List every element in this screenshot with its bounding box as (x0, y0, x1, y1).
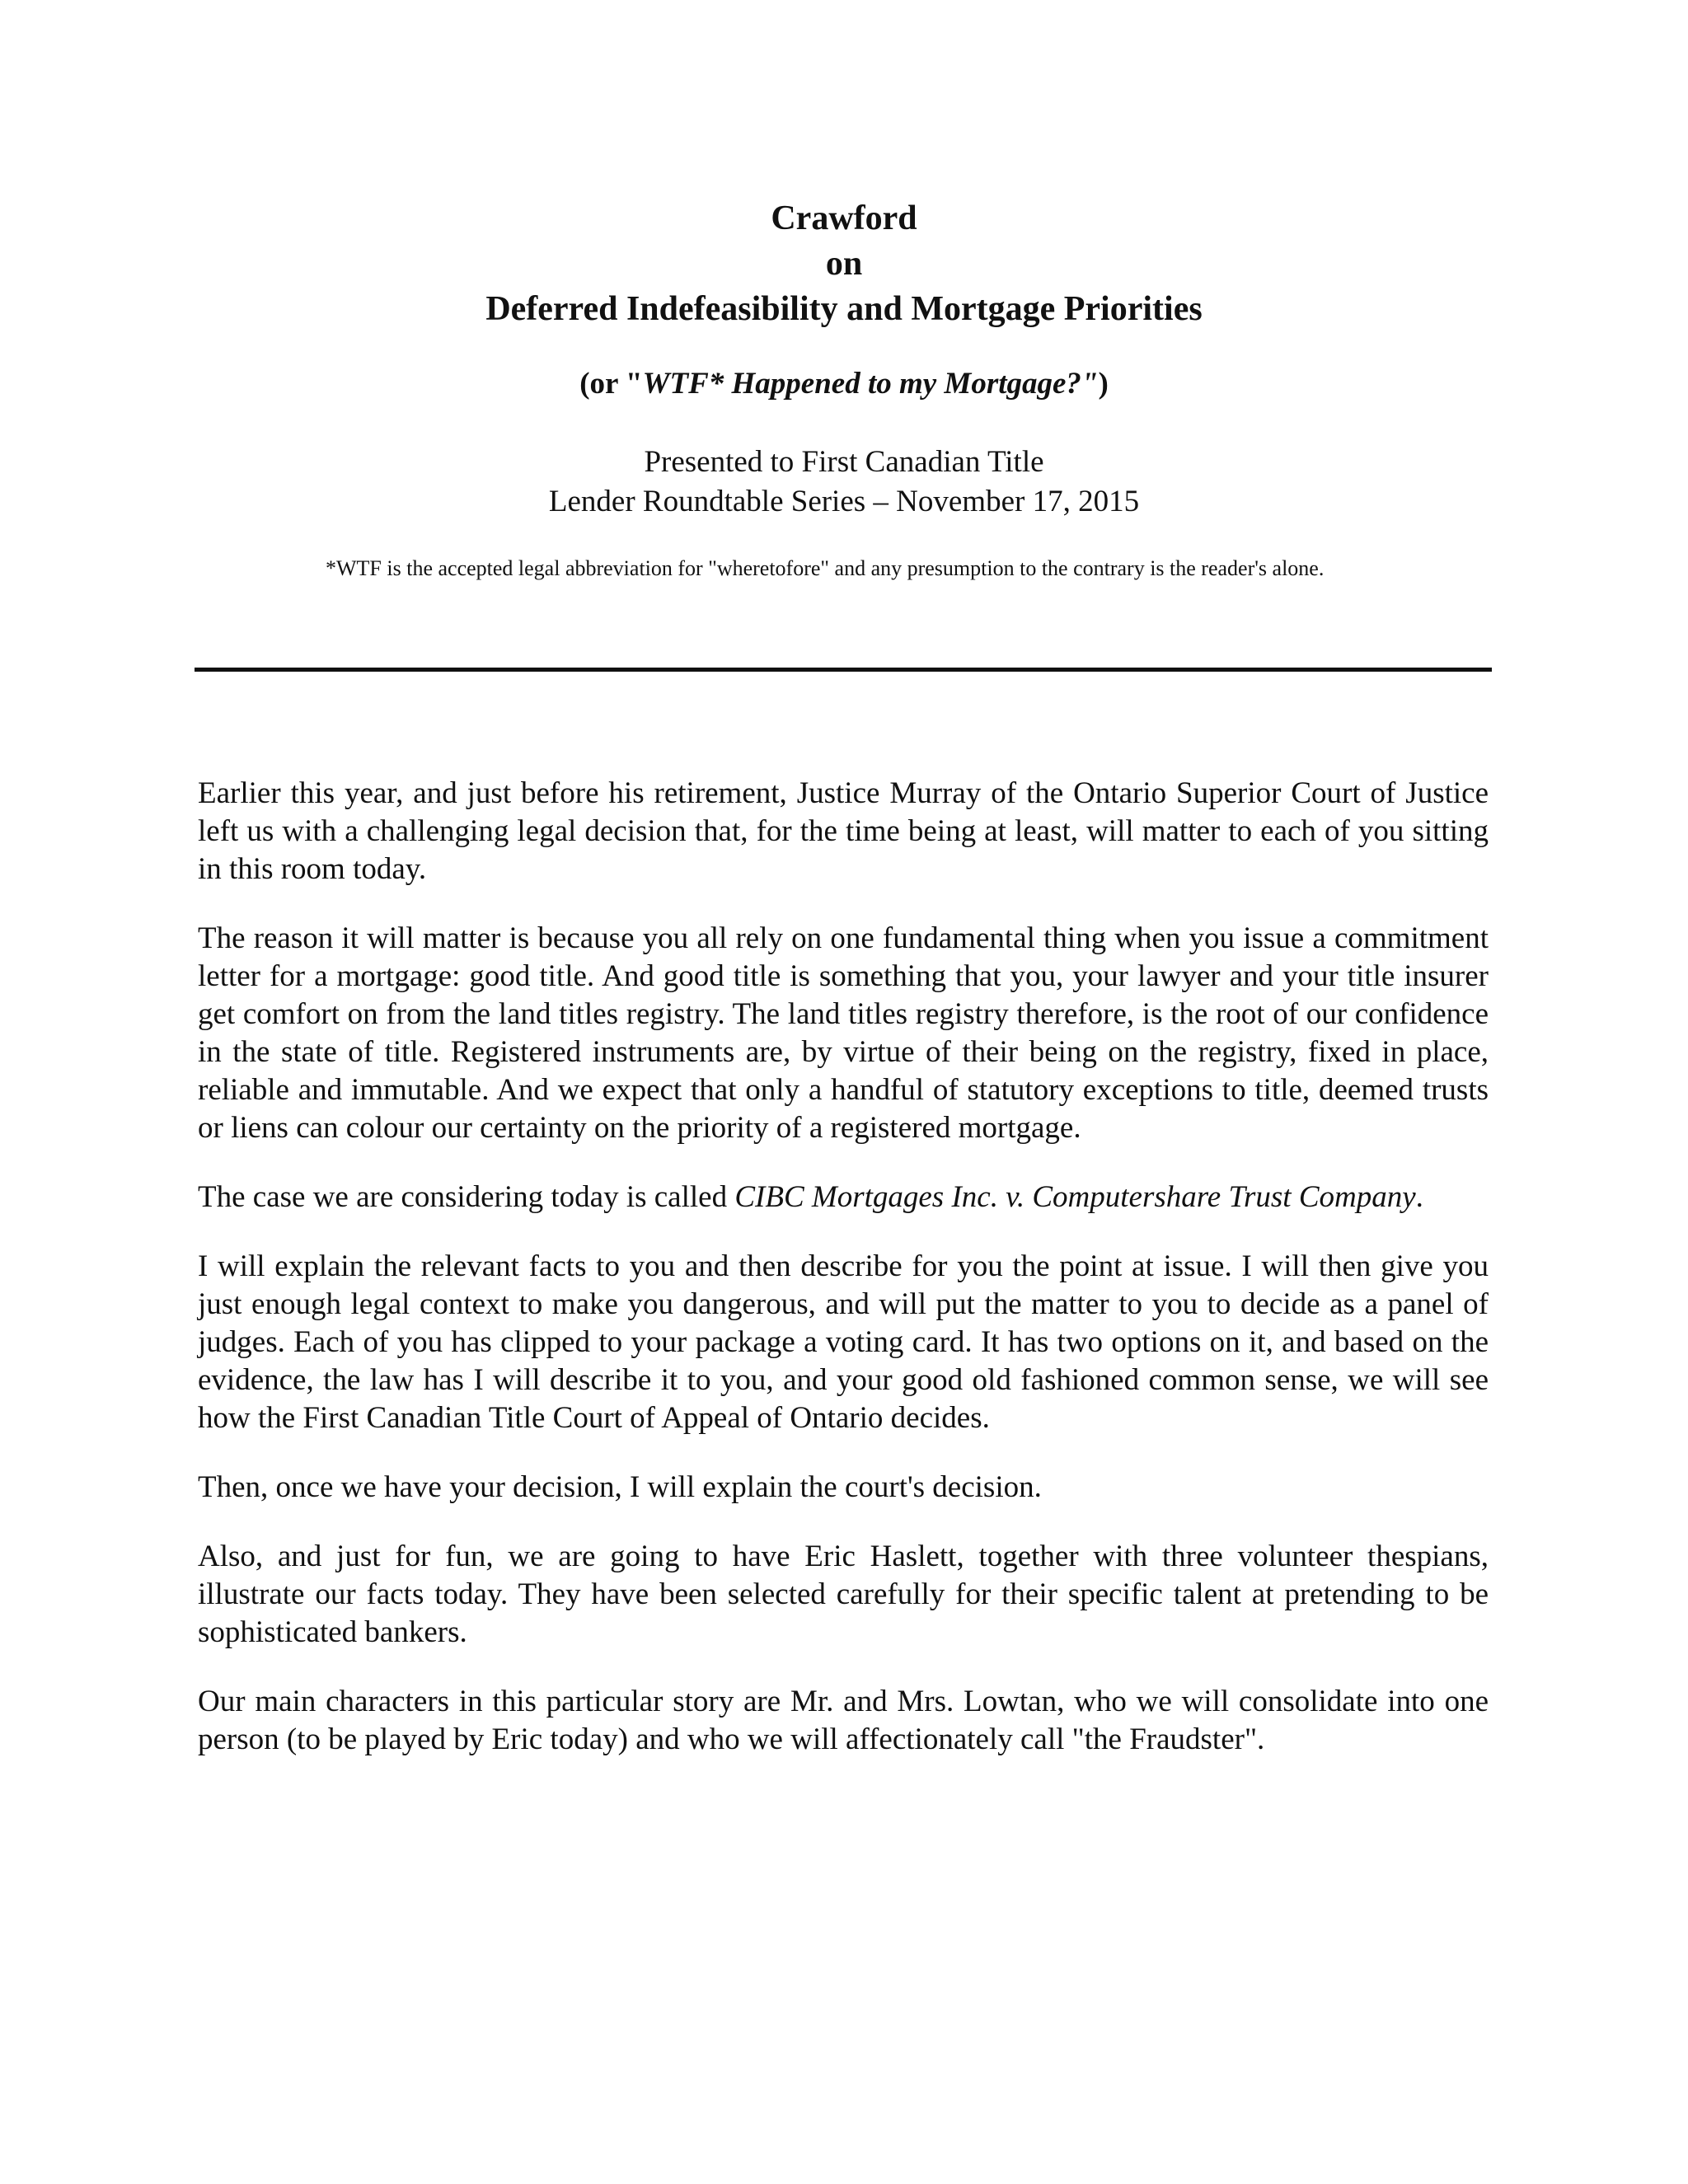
paragraph-good-title: The reason it will matter is because you all rely on one fundamental thing when you issue a commitment letter for a mortgage: good title. And good title is something that you, your lawyer and your title insurer get comfort on from the land titles registry. The land titles registry therefore, is the root of our confidence in the state of title. Registered instruments are, by virtue of their being on the registry, fixed in place, reliable and immutable. And we expect that only a handful of statutory exceptions to title, deemed trusts or liens can colour our certainty on the priority of a registered mortgage. (198, 921, 1489, 1145)
title-connector: on (825, 245, 863, 283)
presentation-info (0, 443, 1688, 522)
paragraph-case (198, 1179, 1489, 1216)
subtitle-italic: WTF* Happened to my Mortgage?" (642, 367, 1099, 401)
series-date: Lender Roundtable Series – November 17, 2015 (548, 485, 1140, 518)
document-body (198, 775, 1489, 1790)
paragraph-intro: Earlier this year, and just before his retirement, Justice Murray of the Ontario Superior Court of Justice left us with a challenging legal decision that, for the time being at least, will matter to each of you sitting in this room today. (198, 776, 1489, 886)
subtitle-prefix: (or " (579, 367, 643, 401)
case-suffix: . (1415, 1180, 1423, 1214)
document-subtitle (0, 364, 1688, 404)
paragraph-actors: Also, and just for fun, we are going to have Eric Haslett, together with three volunteer thespians, illustrate our facts today. They have been selected carefully for their specific talent at pretending to be sophisticated bankers. (198, 1540, 1489, 1649)
case-prefix: The case we are considering today is called (198, 1180, 735, 1214)
title-topic: Deferred Indefeasibility and Mortgage Priorities (485, 290, 1203, 328)
paragraph-characters: Our main characters in this particular story are Mr. and Mrs. Lowtan, who we will consolidate into one person (to be played by Eric today) and who we will affectionately call "the Fraudster". (198, 1685, 1489, 1756)
document-title (0, 196, 1688, 332)
case-name: CIBC Mortgages Inc. v. Computershare Trust Company (734, 1180, 1416, 1214)
horizontal-divider (195, 668, 1492, 672)
subtitle-suffix: ) (1098, 367, 1109, 401)
paragraph-plan: I will explain the relevant facts to you and then describe for you the point at issue. I will then give you just enough legal context to make you dangerous, and will put the matter to you to decide as a panel of judges. Each of you has clipped to your package a voting card. It has two options on it, and based on the evidence, the law has I will describe it to you, and your good old fashioned common sense, we will see how the First Canadian Title Court of Appeal of Ontario decides. (198, 1249, 1489, 1435)
paragraph-decision: Then, once we have your decision, I will explain the court's decision. (198, 1470, 1042, 1504)
title-author: Crawford (771, 199, 917, 237)
presented-to: Presented to First Canadian Title (644, 445, 1044, 479)
wtf-footnote: *WTF is the accepted legal abbreviation for "wheretofore" and any presumption to the contrary is the reader's alone. (326, 556, 1325, 580)
